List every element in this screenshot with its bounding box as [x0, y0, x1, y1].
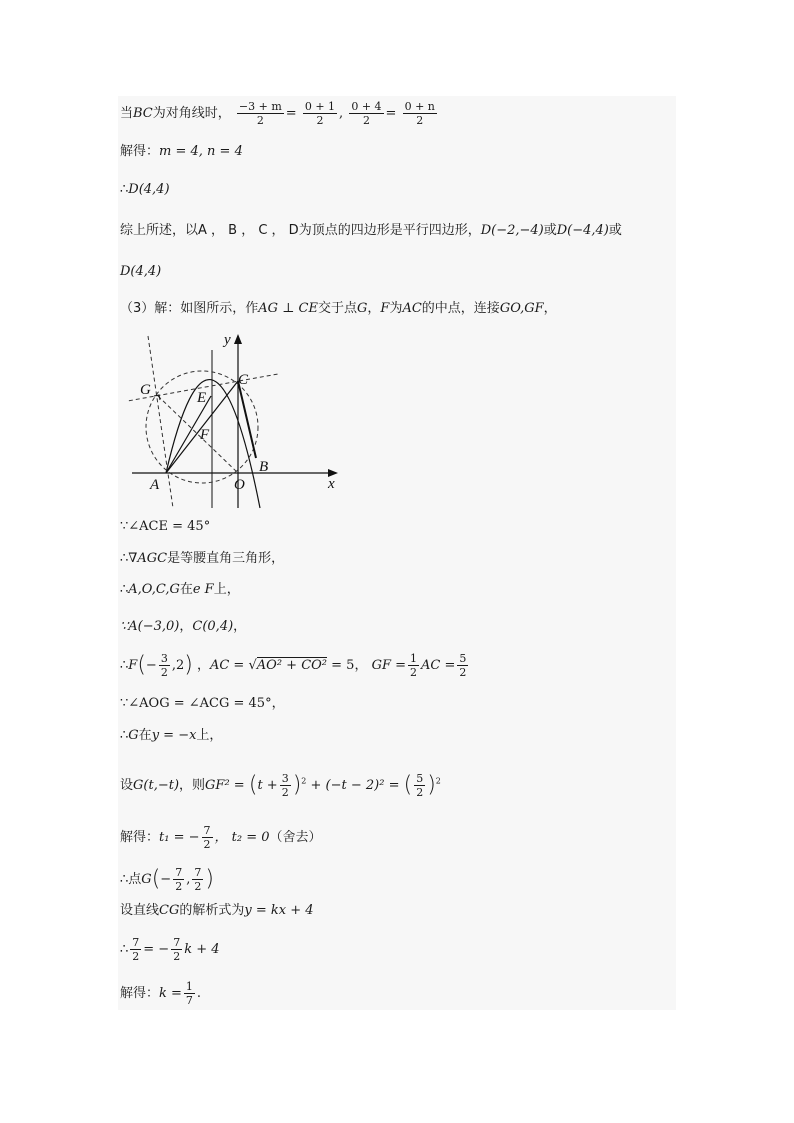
text: 为对角线时，	[152, 106, 231, 121]
line-g-on-line: ∴G在y = −x上，	[120, 728, 223, 743]
line-solve-t: 解得：t₁ = − $\frac{7}{2}$ ， t₂ = 0（舍去）	[120, 824, 322, 851]
line-concyclic: ∴A,O,C,G在e F上，	[120, 582, 240, 597]
line-angle-aog: ∵∠AOG = ∠ACG = 45°，	[120, 696, 285, 711]
fraction: $\frac{0 + 1}{2}$	[304, 100, 336, 127]
line-angle-ace: ∵∠ACE = 45°	[120, 519, 211, 534]
label-y: y	[224, 332, 231, 348]
line-point-g: ∴点G(− $\frac{7}{2}$ , $\frac{7}{2}$ )	[120, 866, 214, 893]
segment-cb	[238, 381, 256, 458]
line-isosceles: ∴∇AGC是等腰直角三角形，	[120, 551, 285, 566]
label-g: G	[140, 382, 151, 398]
fraction: $\frac{0 + n}{2}$	[404, 100, 435, 127]
label-b: B	[259, 459, 269, 475]
line-solve-k: 解得：k = $\frac{1}{7}$ .	[120, 980, 202, 1007]
fraction: $\frac{-3 + m}{2}$	[238, 100, 282, 127]
y-axis-arrow-icon	[234, 334, 242, 344]
line-points-ac: ∵A(−3,0)，C(0,4)，	[120, 619, 247, 634]
line-f-ac-gf: ∴F(− $\frac{3}{2}$ ,2) ，AC = √AO² + CO² = 5， GF = $\frac{1}{2}$ AC = $\frac{5}{2}$	[120, 652, 467, 679]
line-cg-expression: 设直线CG的解析式为y = kx + 4	[120, 903, 314, 918]
line-summary: 综上所述，以A ， B ， C ， D为顶点的四边形是平行四边形，D(−2,−4)或D(−4,4)或	[120, 223, 622, 238]
line-bc-diagonal: 当BC为对角线时， $\frac{-3 + m}{2}$ = $\frac{0 + 1}{2}$ , $\frac{0 + 4}{2}$ = $\frac{0 + n}{2}$	[120, 100, 435, 127]
label-c: C	[238, 372, 249, 388]
label-f: F	[200, 427, 210, 443]
label-o: O	[234, 477, 245, 493]
line-set-g: 设G(t,−t)，则GF² = (t + $\frac{3}{2}$ )$^2$ + (−t − 2)² = ( $\frac{5}{2}$ )$^2$	[120, 772, 441, 799]
line-part3-intro: （3）解：如图所示，作AG ⊥ CE交于点G，F为AC的中点，连接GO,GF，	[120, 301, 557, 316]
geometry-figure	[128, 326, 344, 516]
line-d-third: D(4,4)	[120, 264, 162, 279]
label-x: x	[328, 476, 335, 492]
label-e: E	[197, 390, 207, 406]
line-go-dashed	[158, 396, 238, 473]
text: 当	[120, 106, 134, 121]
line-substitute: ∴ $\frac{7}{2}$ = − $\frac{7}{2}$ k + 4	[120, 936, 220, 963]
line-solve-mn: 解得：m = 4, n = 4	[120, 144, 243, 159]
math: BC	[133, 106, 153, 121]
parabola	[166, 380, 260, 508]
line-d-result: ∴D(4,4)	[120, 182, 170, 197]
label-a: A	[150, 477, 160, 493]
fraction: $\frac{0 + 4}{2}$	[351, 100, 382, 127]
